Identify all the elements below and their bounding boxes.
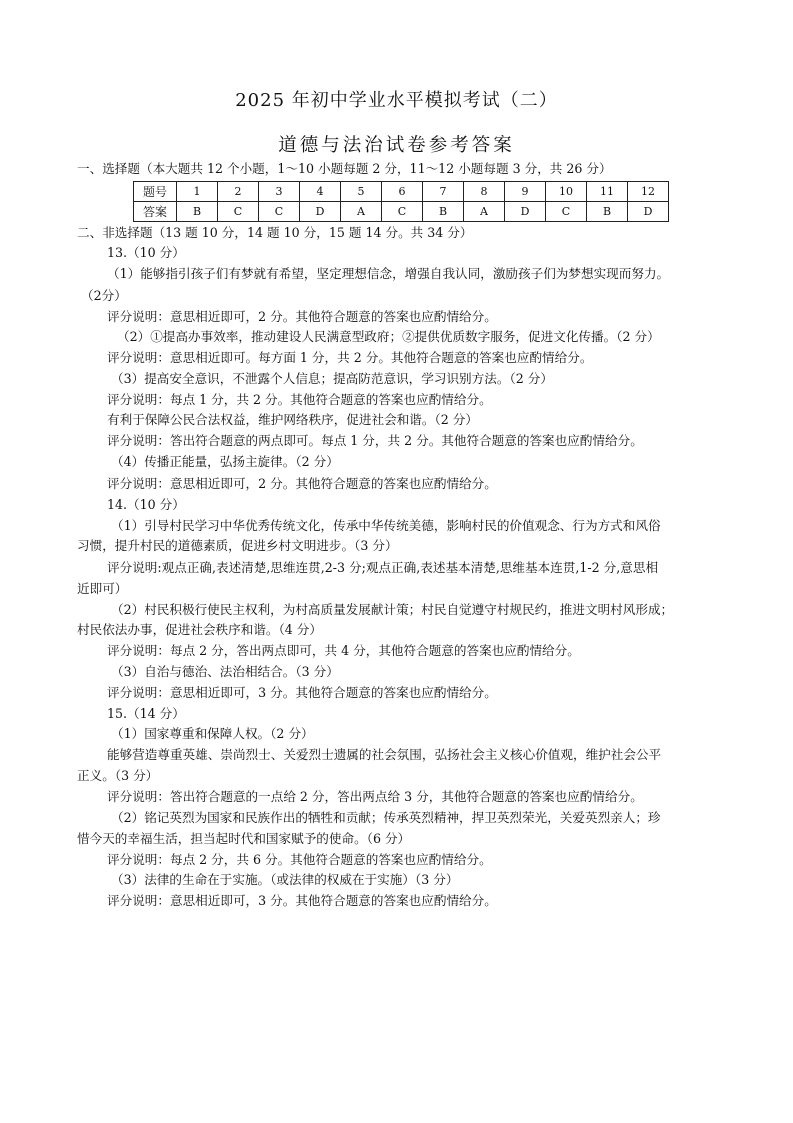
question-number: 10 (546, 182, 587, 202)
answer-cell: D (300, 202, 341, 222)
exam-subtitle: 道德与法治试卷参考答案 (278, 135, 515, 156)
section-2-heading: 二、非选择题（13 题 10 分，14 题 10 分，15 题 14 分。共 34 分） (77, 225, 473, 240)
exam-title: 2025 年初中学业水平模拟考试（二） (235, 90, 558, 111)
answer-table-number-row (134, 182, 669, 202)
question-number: 9 (505, 182, 546, 202)
answer-text: （1）能够指引孩子们有梦就有希望，坚定理想信念，增强自我认同，激励孩子们为梦想实现而努力。 (107, 266, 670, 281)
answer-text: 习惯，提升村民的道德素质，促进乡村文明进步。（3 分） (77, 538, 398, 553)
answer-cell: C (218, 202, 259, 222)
answer-cell: B (423, 202, 464, 222)
scoring-note: 评分说明：意思相近即可，2 分。其他符合题意的答案也应酌情给分。 (107, 309, 497, 324)
answer-text: （2）村民积极行使民主权利，为村高质量发展献计策；村民自觉遵守村规民约，推进文明村风形成； (111, 602, 674, 617)
scoring-note: 评分说明：意思相近即可，2 分。其他符合题意的答案也应酌情给分。 (107, 476, 497, 491)
answer-table-answer-row (134, 202, 669, 222)
question-number: 5 (341, 182, 382, 202)
scoring-note: 评分说明：答出符合题意的一点给 2 分，答出两点给 3 分，其他符合题意的答案也应酌情给分。 (107, 789, 643, 804)
question-14-heading: 14.（10 分） (107, 497, 185, 512)
answer-text: （3）提高安全意识，不泄露个人信息；提高防范意识，学习识别方法。（2 分） (111, 371, 553, 386)
answer-text: （3）法律的生命在于实施。（或法律的权威在于实施）（3 分） (111, 872, 459, 887)
scoring-note: 评分说明：每点 2 分，共 6 分。其他符合题意的答案也应酌情给分。 (107, 852, 492, 867)
scoring-note: 评分说明：答出符合题意的两点即可。每点 1 分，共 2 分。其他符合题意的答案也应酌情给分。 (107, 433, 643, 448)
answer-text: 能够营造尊重英雄、崇尚烈士、关爱烈士遗属的社会氛围，弘扬社会主义核心价值观，维护社会公平 (107, 747, 662, 762)
answer-text: 惜今天的幸福生活，担当起时代和国家赋予的使命。（6 分） (77, 831, 411, 846)
section-1-heading: 一、选择题（本大题共 12 个小题，1～10 小题每题 2 分，11～12 小题每题 3 分，共 26 分） (77, 161, 612, 176)
question-number: 2 (218, 182, 259, 202)
question-number: 8 (464, 182, 505, 202)
question-number: 11 (587, 182, 628, 202)
answer-text: 村民依法办事，促进社会秩序和谐。（4 分） (77, 622, 322, 637)
answer-cell: A (341, 202, 382, 222)
answer-text: （2）铭记英烈为国家和民族作出的牺牲和贡献；传承英烈精神，捍卫英烈荣光，关爱英烈亲人；珍 (111, 810, 661, 825)
answer-text: 有利于保障公民合法权益，维护网络秩序，促进社会和谐。（2 分） (107, 412, 478, 427)
answer-text: （2分） (81, 288, 127, 303)
answer-cell: B (587, 202, 628, 222)
answer-text: （4）传播正能量，弘扬主旋律。（2 分） (111, 454, 339, 469)
answer-text: 正义。（3 分） (77, 768, 159, 783)
answer-row-label: 答案 (134, 202, 177, 222)
answer-cell: D (505, 202, 546, 222)
scoring-note: 评分说明：意思相近即可，3 分。其他符合题意的答案也应酌情给分。 (107, 685, 497, 700)
answer-text: （2）①提高办事效率，推动建设人民满意型政府；②提供优质数字服务，促进文化传播。（2 分） (117, 329, 660, 344)
scoring-note: 评分说明:观点正确,表述清楚,思维连贯,2-3 分;观点正确,表述基本清楚,思维基本连贯,1-2 分,意思相 (107, 560, 659, 575)
question-number: 6 (382, 182, 423, 202)
question-number: 4 (300, 182, 341, 202)
answer-cell: A (464, 202, 505, 222)
answer-text: （3）自治与德治、法治相结合。（3 分） (111, 664, 339, 679)
question-number: 12 (628, 182, 669, 202)
scoring-note: 近即可） (77, 581, 128, 596)
question-15-heading: 15.（14 分） (107, 706, 185, 721)
scoring-note: 评分说明：意思相近即可。每方面 1 分，共 2 分。其他符合题意的答案也应酌情给分。 (107, 350, 593, 365)
answer-text: （1）国家尊重和保障人权。（2 分） (111, 726, 314, 741)
question-13-heading: 13.（10 分） (107, 245, 185, 260)
question-number: 1 (177, 182, 218, 202)
question-number: 7 (423, 182, 464, 202)
scoring-note: 评分说明：每点 2 分，答出两点即可，共 4 分，其他符合题意的答案也应酌情给分。 (107, 643, 580, 658)
answer-text: （1）引导村民学习中华优秀传统文化，传承中华传统美德，影响村民的价值观念、行为方式和风俗 (111, 518, 661, 533)
answer-cell: C (546, 202, 587, 222)
answer-cell: B (177, 202, 218, 222)
answer-cell: C (382, 202, 423, 222)
answer-cell: D (628, 202, 669, 222)
answer-table (133, 181, 669, 222)
question-number: 3 (259, 182, 300, 202)
scoring-note: 评分说明：意思相近即可，3 分。其他符合题意的答案也应酌情给分。 (107, 893, 497, 908)
number-row-label: 题号 (134, 182, 177, 202)
answer-cell: C (259, 202, 300, 222)
scoring-note: 评分说明：每点 1 分，共 2 分。其他符合题意的答案也应酌情给分。 (107, 392, 492, 407)
